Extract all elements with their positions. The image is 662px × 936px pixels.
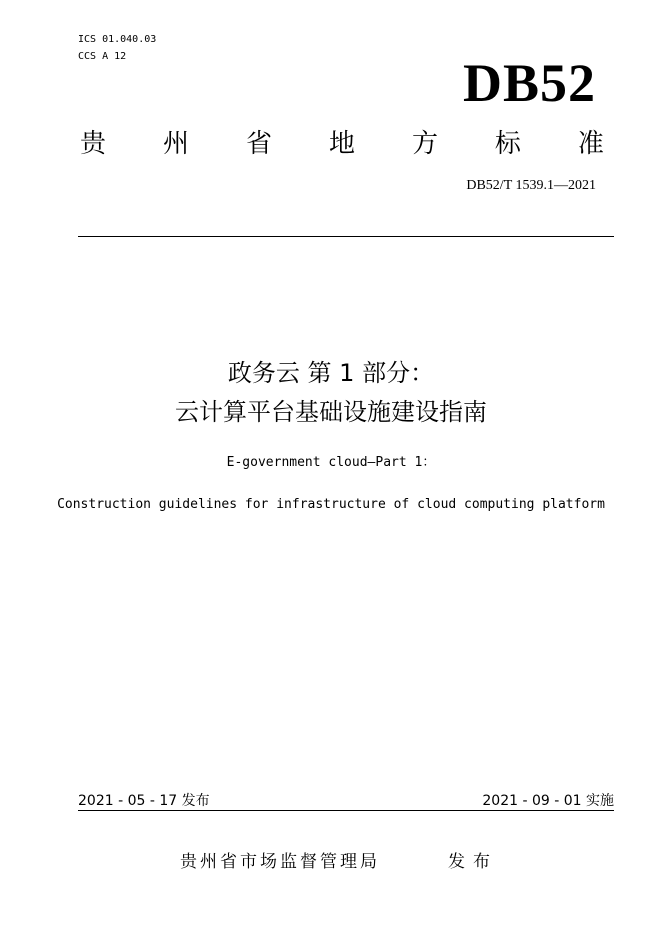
standard-type-char: 地 xyxy=(328,129,355,159)
standard-type-char: 省 xyxy=(245,129,272,159)
title-english-line-1: E-government cloud—Part 1： xyxy=(226,455,436,470)
issue-date: 2021 - 05 - 17 发布 xyxy=(78,793,210,809)
standard-type-char: 州 xyxy=(162,129,189,159)
standard-type-char: 准 xyxy=(577,129,604,159)
issue-label: 发布 xyxy=(448,852,498,872)
issuing-authority: 贵州省市场监督管理局 xyxy=(180,852,380,872)
standard-number: DB52/T 1539.1—2021 xyxy=(466,178,596,193)
ics-code: ICS 01.040.03 xyxy=(78,34,157,45)
standard-type-char: 贵 xyxy=(80,129,107,159)
title-english-line-2: Construction guidelines for infrastructure of cloud computing platform xyxy=(57,497,605,512)
implementation-date: 2021 - 09 - 01 实施 xyxy=(482,793,614,809)
ccs-code: CCS A 12 xyxy=(78,51,127,62)
header-divider xyxy=(78,236,614,237)
footer-divider xyxy=(78,810,614,811)
standard-code-logo: DB52 xyxy=(462,53,596,113)
title-chinese-line-1: 政务云 第 1 部分： xyxy=(227,359,435,387)
standard-type-char: 方 xyxy=(411,129,438,159)
standard-type-heading xyxy=(80,126,604,162)
title-chinese-line-2: 云计算平台基础设施建设指南 xyxy=(175,398,487,426)
standard-type-char: 标 xyxy=(494,129,521,159)
